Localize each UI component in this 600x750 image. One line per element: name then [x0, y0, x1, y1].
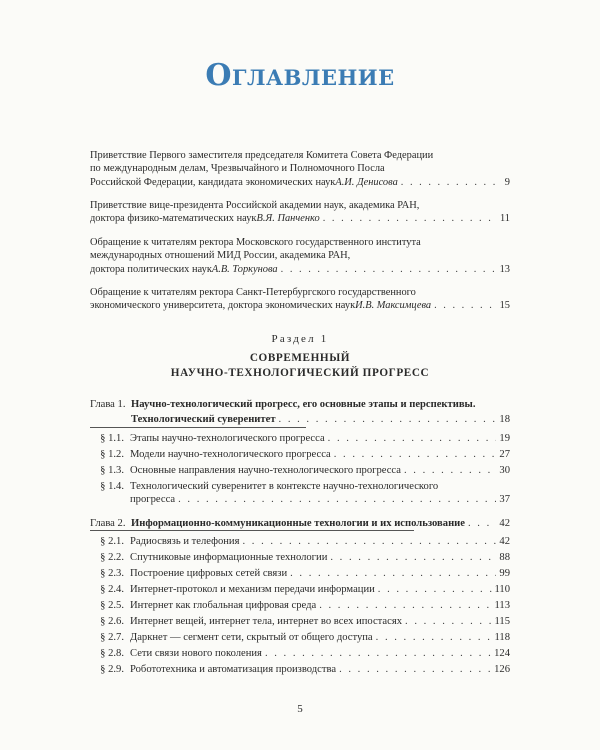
- paragraph-2-6[interactable]: [90, 615, 510, 628]
- entry-text: доктора политических наук: [90, 263, 212, 275]
- dot-leader: [376, 631, 492, 644]
- paragraph-1-1[interactable]: [90, 432, 510, 445]
- paragraph-1-3[interactable]: [90, 464, 510, 477]
- paragraph-title: Технологический суверенитет в контексте научно-технологического: [130, 481, 439, 492]
- toc-entry-denisov[interactable]: [90, 149, 510, 189]
- page-number: 42: [499, 518, 510, 529]
- entry-text: международных отношений МИД России, академика РАН,: [90, 250, 351, 262]
- dot-leader: [405, 615, 491, 628]
- author-name: А.В. Торкунова: [211, 263, 278, 275]
- paragraph-number: § 2.5.: [100, 600, 124, 611]
- entry-text: Обращение к читателям ректора Санкт-Петербургского государственного: [90, 287, 416, 298]
- paragraph-title: Этапы научно-технологического прогресса: [130, 433, 325, 444]
- chapter-title: Информационно-коммуникационные технологии и их использование: [131, 518, 465, 529]
- page-number: 118: [494, 632, 510, 643]
- page-title: Оглавление: [205, 58, 395, 93]
- paragraph-2-2[interactable]: [90, 551, 510, 564]
- dot-leader: [178, 493, 496, 506]
- page-number: 11: [499, 213, 510, 225]
- underline-rule: [90, 530, 414, 531]
- paragraph-title: Модели научно-технологического прогресса: [130, 449, 331, 460]
- page-number: 42: [499, 536, 510, 547]
- paragraph-2-1[interactable]: [90, 535, 510, 548]
- dot-leader: [290, 567, 496, 580]
- page-number: 115: [494, 616, 510, 627]
- paragraph-title: Робототехника и автоматизация производства: [130, 664, 337, 675]
- dot-leader: [281, 263, 497, 276]
- paragraph-2-8[interactable]: [90, 647, 510, 660]
- section-title-line2: НАУЧНО-ТЕХНОЛОГИЧЕСКИЙ ПРОГРЕСС: [170, 367, 430, 379]
- entry-text: Российской Федерации, кандидата экономических наук: [90, 176, 336, 188]
- paragraph-number: § 2.6.: [100, 616, 124, 627]
- page-number: 15: [499, 300, 510, 312]
- page-number: 99: [499, 568, 510, 579]
- paragraph-2-7[interactable]: [90, 631, 510, 644]
- paragraph-title: Основные направления научно-технологического прогресса: [130, 465, 401, 476]
- page-number: 27: [499, 449, 510, 460]
- page-number: 30: [499, 465, 510, 476]
- paragraph-2-9[interactable]: [90, 663, 510, 676]
- paragraph-title: Интернет вещей, интернет тела, интернет во всех ипостасях: [130, 616, 403, 627]
- paragraph-number: § 1.2.: [100, 449, 124, 460]
- paragraph-number: § 2.4.: [100, 584, 124, 595]
- dot-leader: [434, 299, 497, 312]
- dot-leader: [242, 535, 496, 548]
- section-title-line1: СОВРЕМЕННЫЙ: [249, 352, 351, 364]
- dot-leader: [265, 647, 491, 660]
- entry-text: Обращение к читателям ректора Московского государственного института: [90, 237, 421, 248]
- chapter-1-heading[interactable]: [90, 397, 510, 427]
- paragraph-2-5[interactable]: [90, 599, 510, 612]
- dot-leader: [330, 551, 496, 564]
- paragraph-title: Радиосвязь и телефония: [130, 536, 240, 547]
- paragraph-number: § 2.2.: [100, 552, 124, 563]
- paragraph-title: Интернет как глобальная цифровая среда: [130, 600, 317, 611]
- dot-leader: [323, 212, 497, 225]
- paragraph-number: § 2.9.: [100, 664, 124, 675]
- chapter-label: Глава 1.: [90, 399, 126, 410]
- entry-text: по международным делам, Чрезвычайного и Полномочного Посла: [90, 163, 385, 175]
- paragraph-number: § 2.8.: [100, 648, 124, 659]
- dot-leader: [378, 583, 492, 596]
- page-number: 18: [499, 414, 510, 425]
- paragraph-2-4[interactable]: [90, 583, 510, 596]
- page-number: 88: [499, 552, 510, 563]
- page-number: 110: [494, 584, 510, 595]
- dot-leader: [328, 432, 497, 445]
- page-number: 113: [494, 600, 510, 611]
- page-number: 37: [499, 494, 510, 505]
- page-number: 9: [504, 176, 510, 188]
- page-number: 126: [494, 664, 510, 675]
- author-name: А.И. Денисова: [335, 176, 398, 188]
- paragraph-1-2[interactable]: [90, 448, 510, 461]
- page-number: 19: [499, 433, 510, 444]
- paragraph-number: § 1.3.: [100, 465, 124, 476]
- chapter-title: Технологический суверенитет: [131, 414, 276, 425]
- paragraph-title: Построение цифровых сетей связи: [130, 568, 288, 579]
- paragraph-1-4[interactable]: [90, 480, 510, 506]
- dot-leader: [401, 176, 502, 189]
- page-number: 13: [499, 263, 510, 275]
- dot-leader: [339, 663, 491, 676]
- entry-text: Приветствие вице-президента Российской академии наук, академика РАН,: [90, 200, 420, 211]
- paragraph-number: § 2.1.: [100, 536, 124, 547]
- paragraph-title: прогресса: [130, 494, 176, 505]
- paragraph-number: § 1.1.: [100, 433, 124, 444]
- paragraph-title: Даркнет — сегмент сети, скрытый от общего доступа: [130, 632, 373, 643]
- paragraph-number: § 1.4.: [100, 481, 124, 492]
- paragraph-2-3[interactable]: [90, 567, 510, 580]
- paragraph-title: Спутниковые информационные технологии: [130, 552, 328, 563]
- chapter-label: Глава 2.: [90, 518, 126, 529]
- paragraph-number: § 2.3.: [100, 568, 124, 579]
- paragraph-number: § 2.7.: [100, 632, 124, 643]
- dot-leader: [468, 516, 496, 531]
- toc-entry-panchenko[interactable]: [90, 199, 510, 226]
- author-name: И.В. Максимцева: [355, 300, 432, 312]
- entry-text: экономического университета, доктора экономических наук: [90, 300, 356, 312]
- paragraph-title: Сети связи нового поколения: [130, 648, 262, 659]
- chapter-title: Научно-технологический прогресс, его основные этапы и перспективы.: [131, 399, 476, 410]
- toc-entry-torkunov[interactable]: [90, 236, 510, 276]
- toc-entry-maksimtsev[interactable]: [90, 286, 510, 313]
- entry-text: Приветствие Первого заместителя председателя Комитета Совета Федерации: [90, 150, 434, 161]
- chapter-2-heading[interactable]: [90, 516, 510, 531]
- dot-leader: [404, 464, 496, 477]
- author-name: В.Я. Панченко: [256, 213, 320, 225]
- dot-leader: [279, 412, 497, 427]
- dot-leader: [319, 599, 491, 612]
- entry-text: доктора физико-математических наук: [90, 213, 257, 225]
- dot-leader: [334, 448, 497, 461]
- folio-page-number: 5: [297, 703, 303, 715]
- page-number: 124: [494, 648, 510, 659]
- section-label: Раздел 1: [271, 333, 329, 345]
- paragraph-title: Интернет-протокол и механизм передачи информации: [130, 584, 375, 595]
- underline-rule: [90, 427, 306, 428]
